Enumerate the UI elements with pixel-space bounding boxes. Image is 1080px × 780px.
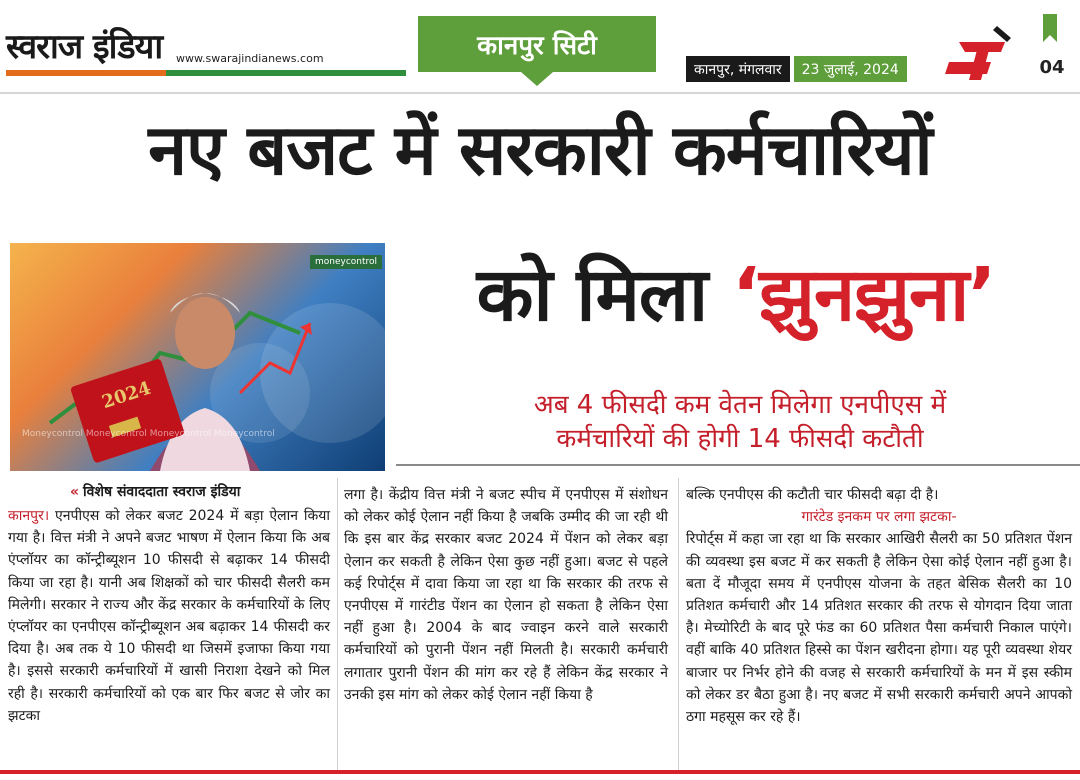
article-dateline: कानपुर। [8, 508, 50, 524]
website-url[interactable]: www.swarajindianews.com [176, 52, 324, 65]
masthead [0, 0, 1080, 92]
dateline-date: 23 जुलाई, 2024 [794, 56, 907, 82]
headline-line-2-accent: ‘झुनझुना’ [731, 252, 996, 338]
bookmark-icon [1043, 14, 1057, 42]
subhead-divider [396, 464, 1080, 466]
article-column-1 [8, 505, 330, 727]
dateline [686, 56, 907, 82]
photo-watermark: Moneycontrol Moneycontrol Moneycontrol Moneycontrol [22, 429, 275, 439]
subheadline [400, 388, 1080, 456]
article-column-1-text: एनपीएस को लेकर बजट 2024 में बड़ा ऐलान किया गया है। वित्त मंत्री ने अपने बजट भाषण में ऐलान किया कि अब एंप्लॉयर का कॉन्ट्रीब्यूशन 10 फीसदी से बढ़ाकर 14 फीसदी किया जा रहा है। यानी अब शिक्षकों को चार फीसदी सैलरी कम मिलेगी। सरकार ने राज्य और केंद्र सरकार के कर्मचारियों के लिए एंप्लॉयर का एनपीएस कॉन्ट्रीब्यूशन अब बढ़ाकर 14 फीसदी कर दिया है। अब तक ये 10 फीसदी था जिसमें इजाफा किया गया है। इससे सरकारी कर्मचारियों में खासी निराशा देखने को मिल रही है। सरकारी कर्मचारियों को एक बार फिर बजट से जोर का झटका [8, 508, 330, 724]
photo-credit: moneycontrol [310, 255, 382, 269]
byline [70, 482, 240, 501]
headline-line-1: नए बजट में सरकारी कर्मचारियों [148, 109, 932, 191]
headline-line-2-prefix: को मिला [476, 252, 708, 338]
page-bottom-rule [0, 770, 1080, 774]
brand-underline [6, 70, 406, 76]
subheadline-line-1: अब 4 फीसदी कम वेतन मिलेगा एनपीएस में [533, 390, 947, 420]
byline-chevron-icon: « [70, 484, 80, 500]
article-column-3-text: रिपोर्ट्स में कहा जा रहा था कि सरकार आखिरी सैलरी का 50 प्रतिशत पेंशन की व्यवस्था इस बजट में कर सकती है लेकिन ऐसा कोई ऐलान नहीं हुआ है। बता दें मौजूदा समय में एनपीएस योजना के तहत बेसिक सैलरी का 10 प्रतिशत कर्मचारी और 14 प्रतिशत सरकार की तरफ से योगदान दिया जाता है। मेच्योरिटी के बाद पूरे फंड का 60 प्रतिशत पैसा कर्मचारी निकाल पाएंगे। वहीं बाकि 40 प्रतिशत हिस्से का पेंशन खरीदना होगा। यह पूरी व्यवस्था शेयर बाजार पर निर्भर होने की वजह से सरकारी कर्मचारियों के मन में इस स्कीम को लेकर डर बैठा हुआ है। नए बजट में सभी सरकारी कर्मचारी अपने आपको ठगा महसूस कर रहे हैं। [686, 531, 1072, 726]
page-number: 04 [1039, 56, 1065, 78]
article-column-2-text: लगा है। केंद्रीय वित्त मंत्री ने बजट स्पीच में एनपीएस में संशोधन को लेकर कोई ऐलान नहीं किया है जबकि उम्मीद की जा रही थी कि इस बार केंद्र सरकार बजट 2024 में पेंशन को लेकर बड़ा ऐलान कर सकती है लेकिन ऐसा कुछ नहीं हुआ। बजट से पहले कई रिपोर्ट्स में दावा किया जा रहा था कि सरकार की तरफ से एनपीएस में गारंटीड पेंशन का ऐलान हो सकता है लेकिन ऐसा नहीं हुआ है। 2004 के बाद ज्वाइन करने वाले सरकारी कर्मचारियों को पुरानी पेंशन नहीं मिलती है। सरकारी कर्मचारी लगातार पुरानी पेंशन की मांग कर रहे हैं लेकिन केंद्र सरकार ने उनकी इस मांग को लेकर कोई ऐलान नहीं किया है [344, 487, 668, 703]
column-divider [337, 478, 338, 770]
newspaper-brand: स्वराज इंडिया [6, 27, 163, 67]
headline-line-2 [392, 250, 1080, 340]
article-subsection-heading: गारंटेड इनकम पर लगा झटका- [801, 509, 957, 526]
masthead-divider [0, 92, 1080, 94]
subheadline-line-2: कर्मचारियों की होगी 14 फीसदी कटौती [556, 424, 924, 454]
article-column-3 [686, 484, 1072, 728]
newspaper-logo-icon [945, 22, 1017, 84]
section-label: कानपुर सिटी [418, 16, 656, 72]
article-column-2 [344, 484, 668, 706]
lead-photo [10, 243, 385, 471]
column-divider [678, 478, 679, 770]
section-pointer [521, 72, 553, 86]
budget-book-label: 2024 [99, 377, 154, 414]
byline-text: विशेष संवाददाता स्वराज इंडिया [83, 484, 241, 500]
dateline-city-day: कानपुर, मंगलवार [686, 56, 790, 82]
article-column-3-lead: बल्कि एनपीएस की कटौती चार फीसदी बढ़ा दी है। [686, 487, 939, 503]
